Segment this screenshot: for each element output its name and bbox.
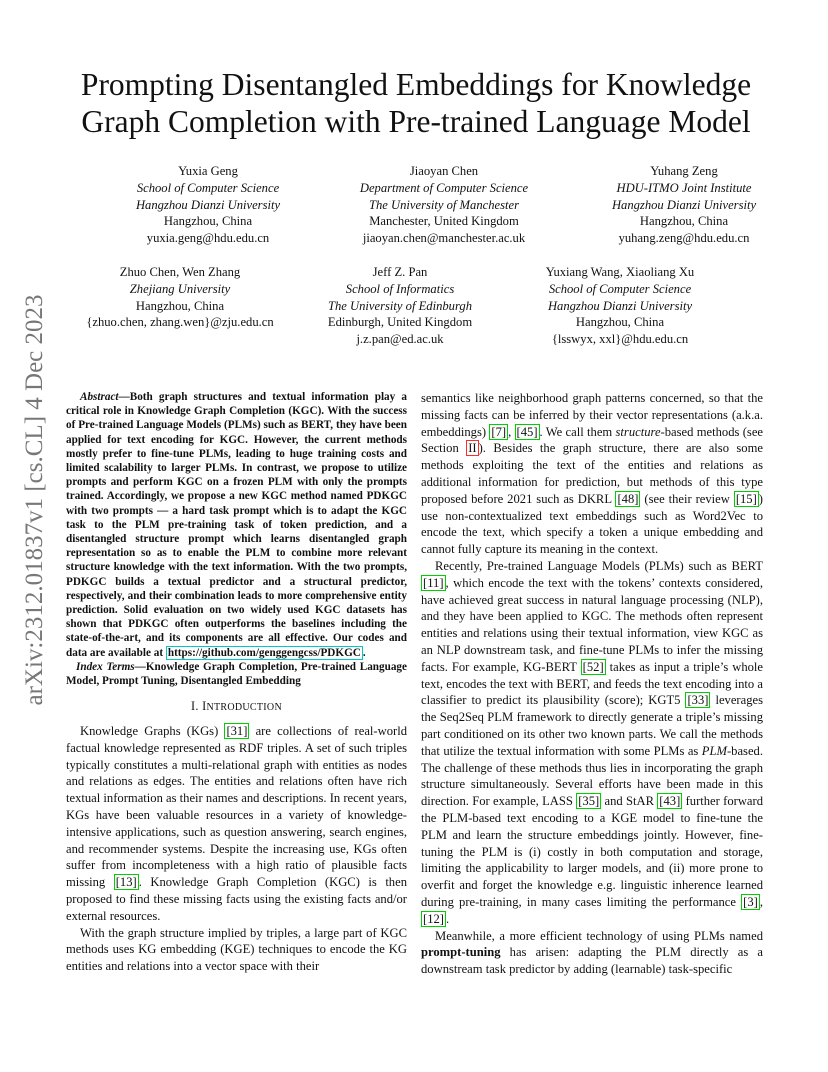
author-city: Hangzhou, China [135,298,225,313]
author-dept: School of Informatics [345,281,455,296]
author-name: Yuhang Zeng [650,164,718,178]
citation-link[interactable]: [7] [491,424,507,439]
section-ref-link[interactable]: II [468,441,477,456]
citation-link[interactable]: [31] [226,724,248,739]
author-block-5 [300,264,500,348]
right-paragraph-2: Recently, Pre-trained Language Models (PLMs) such as BERT [11] , which encode the text with the tokens’ contexts considered, have achieved great success in natural language processing (NLP), and they have been applied to KGC. The methods often represent entities and relations using their textual information, view KGC as an NLP downstream task, and fine-tune PLMs to infer the missing facts. For example, KG-BERT [52] takes as input a triple’s whole text, encodes the text with BERT, and feeds the text encoding into a classifier to predict its plausibility (score); KGT5 [33] leverages the Seq2Seq PLM framework to directly generate a triple’s missing part conditioned on its other two known parts. We call the methods that utilize the textual information with some PLMs as PLM-based. The challenge of these methods thus lies in incorporating the graph structure simultaneously. Several efforts have been made in this direction. For example, LASS [35] and StAR [43] further forward the PLM-based text encoding to a KGE model to fine-tune the PLM and learn the structure embeddings jointly. However, fine-tuning the PLM is (i) costly in both computation and storage, limiting the applicability to larger models, and (ii) more prone to overfit and forget the knowledge e.g. linguistic inherence learned during pre-training, in many cases limiting the performance [3] , [12] . [421,558,764,926]
author-inst: Hangzhou Dianzi University [547,298,693,313]
section-initial: I [202,699,207,714]
paper-title: Prompting Disentangled Embeddings for Knowledge Graph Completion with Pre-trained Language Model [80,67,752,139]
citation-link[interactable]: [35] [578,794,600,809]
citation-link[interactable]: [43] [659,794,681,809]
arxiv-stamp [10,290,60,710]
author-block-4 [80,264,280,331]
index-terms-text: —Knowledge Graph Completion, Pre-trained Language Model, Prompt Tuning, Disentangled Embedding [66,660,407,688]
left-column [66,390,407,975]
citation-link[interactable]: [45] [516,424,538,439]
section-heading-introduction [66,698,407,717]
author-inst: Hangzhou Dianzi University [135,197,281,212]
author-city: Hangzhou, China [163,214,253,229]
author-dept: HDU-ITMO Joint Institute [616,180,752,195]
citation-link[interactable]: [15] [735,491,757,506]
author-city: Manchester, United Kingdom [369,214,519,229]
section-rest: NTRODUCTION [206,702,282,714]
abstract [66,390,407,660]
author-block-1 [108,163,308,247]
author-dept: School of Computer Science [136,180,280,195]
author-city: Hangzhou, China [575,315,665,330]
code-link[interactable]: https://github.com/genggengcss/PDKGC [167,646,361,659]
author-email: yuxia.geng@hdu.edu.cn [146,231,270,246]
author-email: j.z.pan@ed.ac.uk [356,332,444,347]
right-column [421,390,763,978]
author-name: Yuxia Geng [178,164,238,178]
index-terms-label: Index Terms [76,660,135,673]
right-paragraph-1: semantics like neighborhood graph patterns concerned, so that the missing facts can be inferred by their vector representations (a.k.a. embeddings) [7] , [45] . We call them structure-based methods (see Section II ). Besides the graph structure, there are also some methods exploiting the text of the entities and relations as additional information for prediction, but methods of this type proposed before 2021 such as DKRL [48] (see their review [15] ) use non-contextualized text embeddings such as Word2Vec to encode the text, which specify a token a unique embedding and cannot fully capture its meaning in the context. [421,391,763,557]
intro-paragraph-2: With the graph structure implied by triples, a large part of KGC methods uses KG embedding (KGE) techniques to encode the KG entities and relations into a vector space with their [66,925,407,974]
abstract-text: —Both graph structures and textual information play a critical role in Knowledge Graph Completion (KGC). With the success of Pre-trained Language Models (PLMs) such as BERT, they have been applied for text encoding for KGC. However, the current methods mostly prefer to fine-tune PLMs, leading to huge training costs and limited scalability to larger PLMs. In contrast, we propose to utilize prompts and perform KGC on a frozen PLM with only the prompts trained. Accordingly, we propose a new KGC method named PDKGC with two prompts — a hard task prompt which is to adapt the KGC task to the PLM pre-training task of token prediction, and a disentangled structure prompt which learns disentangled graph representation so as to enable the PLM to combine more relevant structure knowledge with the text information. With the two prompts, PDKGC builds a textual predictor and a structural predictor, respectively, and their combination leads to more comprehensive entity prediction. Solid evaluation on two widely used KGC datasets has shown that PDKGC often outperforms the baselines including the state-of-the-art, and its components are all effective. Our codes and data are available at [66,391,407,659]
author-city: Edinburgh, United Kingdom [327,315,473,330]
citation-link[interactable]: [11] [423,575,444,590]
author-email: {lsswyx, xxl}@hdu.edu.cn [551,332,689,347]
citation-link[interactable]: [13] [115,875,137,890]
author-block-3 [594,163,774,247]
abstract-label: Abstract [80,391,119,403]
section-numeral: I. [191,699,199,714]
arxiv-stamp-text: arXiv:2312.01837v1 [cs.CL] 4 Dec 2023 [21,294,48,706]
author-name: Zhuo Chen, Wen Zhang [119,265,241,279]
citation-link[interactable]: [33] [687,693,709,708]
author-inst: Hangzhou Dianzi University [611,197,757,212]
author-name: Jiaoyan Chen [409,164,479,178]
author-inst: Zhejiang University [129,281,231,296]
citation-link[interactable]: [52] [582,659,604,674]
author-block-6 [520,264,720,348]
author-email: yuhang.zeng@hdu.edu.cn [618,231,750,246]
author-email: {zhuo.chen, zhang.wen}@zju.edu.cn [86,315,274,330]
author-dept: School of Computer Science [548,281,692,296]
author-email: jiaoyan.chen@manchester.ac.uk [362,231,526,246]
author-inst: The University of Edinburgh [328,298,472,313]
right-paragraph-3: Meanwhile, a more efficient technology of using PLMs named prompt-tuning has arisen: adapting the PLM directly as a downstream task predictor by adding (learnable) task-specific [421,928,763,977]
author-dept: Department of Computer Science [359,180,529,195]
author-name: Jeff Z. Pan [372,265,428,279]
author-inst: The University of Manchester [368,197,520,212]
author-name: Yuxiang Wang, Xiaoliang Xu [545,265,695,279]
author-block-2 [334,163,554,247]
index-terms [66,660,407,688]
citation-link[interactable]: [12] [423,911,444,926]
author-city: Hangzhou, China [639,214,729,229]
citation-link[interactable]: [48] [617,491,639,506]
intro-paragraph-1: Knowledge Graphs (KGs) [31] are collections of real-world factual knowledge represented as RDF triples. A set of such triples typically constitutes a multi-relational graph with entities as nodes and relations as edges. The entities and relations often have rich textual information as their names and descriptions. In recent years, KGs have been valuable resources in a variety of knowledge-intensive applications, such as question answering, search engines, and recommender systems. Despite the increasing use, KGs often suffer from incompleteness with a high ratio of plausible facts missing [13] . Knowledge Graph Completion (KGC) is then proposed to find these missing facts using the existing facts and/or external resources. [66,724,407,923]
abstract-end: . [362,646,366,659]
citation-link[interactable]: [3] [743,894,758,909]
